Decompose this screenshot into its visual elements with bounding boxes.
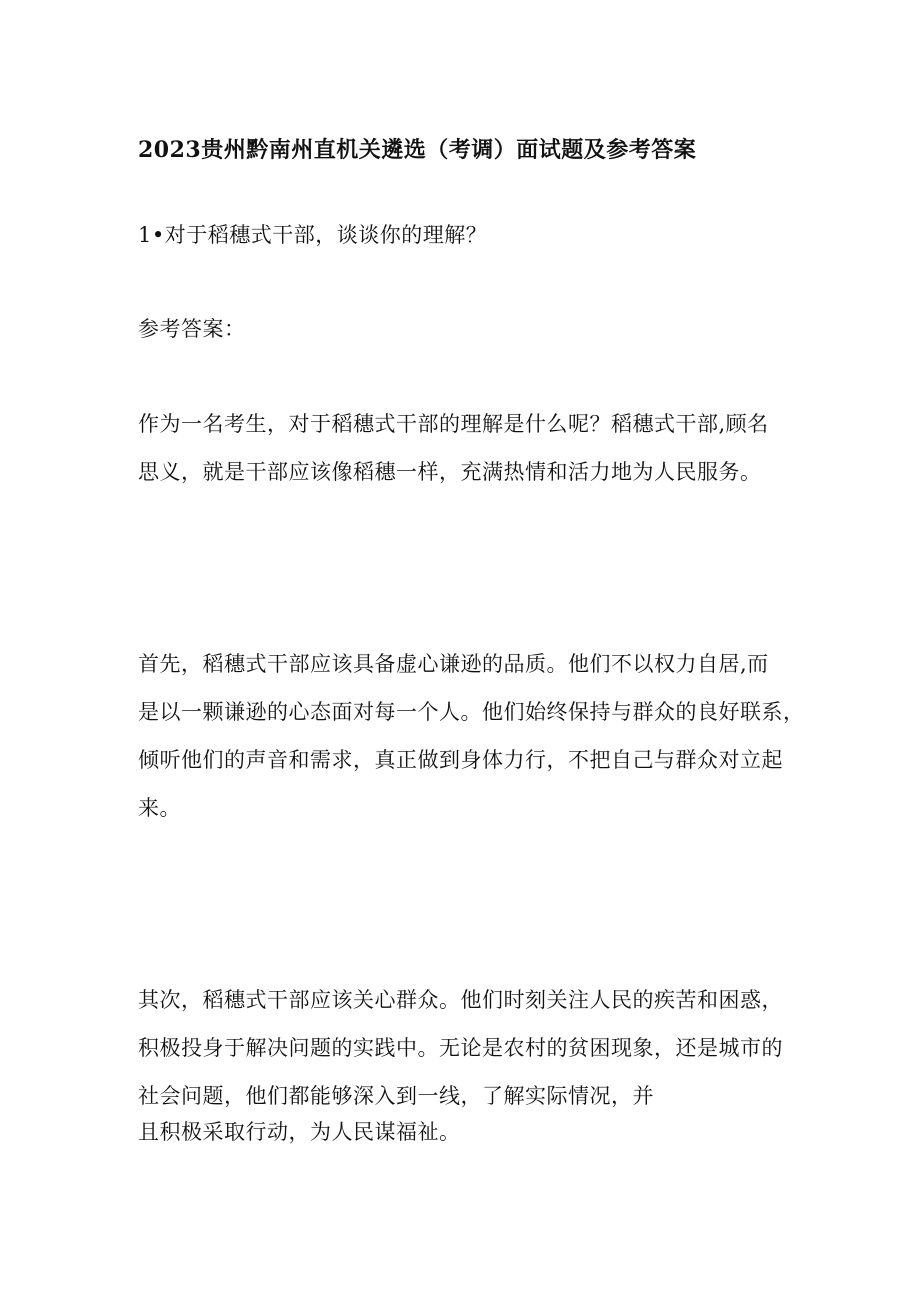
paragraph-3-line-4: 且积极采取行动，为人民谋福祉。 — [138, 1120, 461, 1144]
document-title: 2023贵州黔南州直机关遴选（考调）面试题及参考答案 — [138, 137, 697, 163]
paragraph-3-line-3: 社会问题，他们都能够深入到一线，了解实际情况，并 — [138, 1084, 654, 1108]
paragraph-2-line-1: 首先，稻穗式干部应该具备虚心谦逊的品质。他们不以权力自居,而 — [138, 652, 769, 676]
paragraph-2-line-2: 是以一颗谦逊的心态面对每一个人。他们始终保持与群众的良好联系， — [138, 700, 805, 724]
paragraph-2-line-3: 倾听他们的声音和需求，真正做到身体力行，不把自己与群众对立起 — [138, 748, 783, 772]
question-1: 1•对于稻穗式干部，谈谈你的理解？ — [138, 223, 488, 247]
paragraph-3-line-2: 积极投身于解决问题的实践中。无论是农村的贫困现象，还是城市的 — [138, 1036, 783, 1060]
paragraph-1-line-1: 作为一名考生，对于稻穗式干部的理解是什么呢？稻穗式干部,顾名 — [138, 412, 769, 436]
paragraph-2-line-4: 来。 — [138, 796, 181, 820]
paragraph-3-line-1: 其次，稻穗式干部应该关心群众。他们时刻关注人民的疾苦和困惑， — [138, 988, 783, 1012]
answer-label: 参考答案： — [138, 317, 246, 341]
paragraph-1-line-2: 思义，就是干部应该像稻穗一样，充满热情和活力地为人民服务。 — [138, 460, 762, 484]
